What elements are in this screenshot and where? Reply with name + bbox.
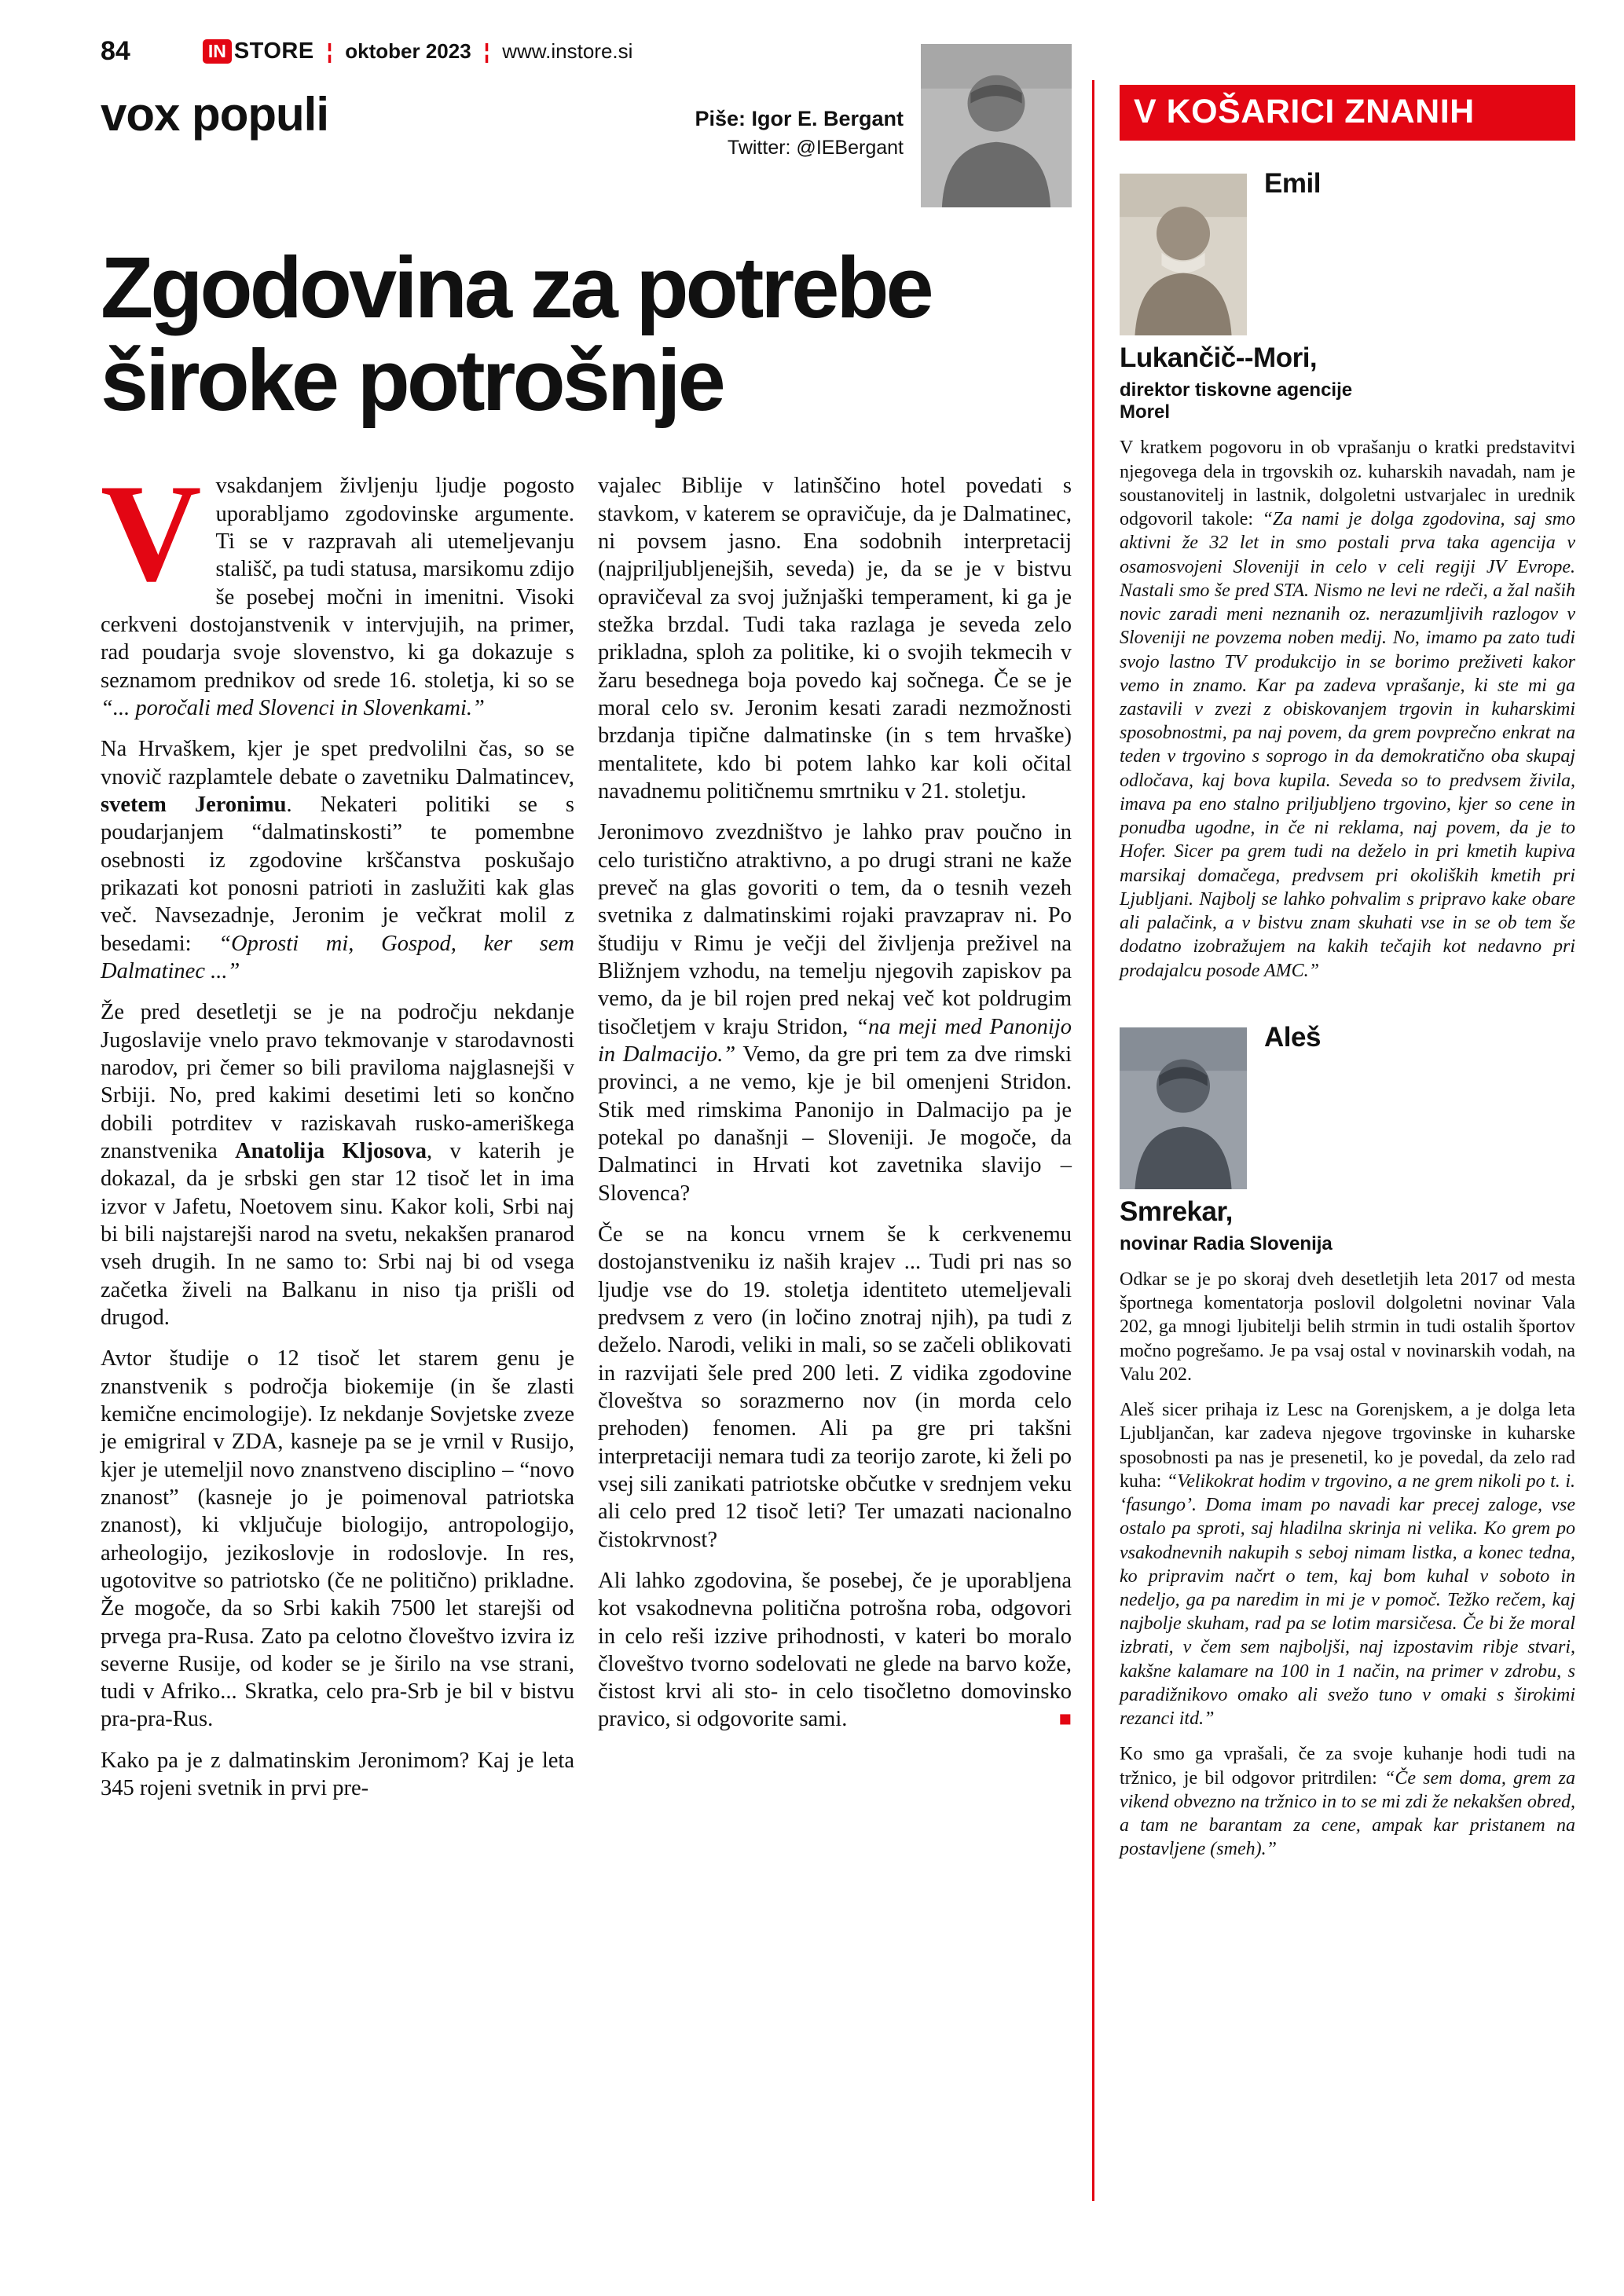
page-header — [101, 33, 1575, 69]
quote-text: “Za nami je dolga zgodovina, saj smo aktivni že 32 let in smo postali prva taka agencija v osamosvojeni Sloveniji in celo v celi regiji JV Evrope. Nastali smo še pred STA. Nismo ne levi ne rdeči, a žal naših novic zaradi meni neznanih oz. nerazumljivih razlogov v Sloveniji ne povzema noben medij. No, imamo pa zato tudi svojo lastno TV produkcijo in se borimo preživeti kakor vemo in znamo. Kar pa zadeva vprašanje, ki ste mi ga zastavili v zvezi z obiskovanjem trgovin in kuharskimi sposobnostmi, pa naj povem, da grem povprečno enkrat na teden v trgovino s soprogo in da demokratično oba skupaj odločava, kaj bova kupila. Seveda so to predvsem živila, imava pa eno stalno priljubljeno trgovino, kjer so cene in ponudba ugodne, in če ni reklama, naj povem, da je to Hofer. Sicer pa grem tudi na deželo in pri kmetih kupiva marsikaj domačega, predvsem pri okoliških kmetih pri Ljubljani. Najbolj se lahko pohvalim s pripravo kake obare ali palačink, a v bistvu znam skuhati vse in se ob tem še dodatno izobražujem na kakih tečajih kot nedavno pri prodajalcu posode AMC.” — [1120, 509, 1575, 981]
in-logo-badge: IN — [203, 39, 232, 64]
author-meta — [695, 107, 904, 159]
section-title: vox populi — [101, 88, 328, 141]
article-title-line2: široke potrošnje — [101, 331, 723, 429]
body-text: vajalec Biblije v latinščino hotel povedati s stavkom, v katerem se opravičuje, da je Dalmatinec, ni povsem jasno. Ena sodobnih interpretacij (najpriljubljenejših, seveda) je, da se je v bistvu opravičeval za svoj južnjaški temperament, ki ga je stežka brzdal. Tudi taka razlaga je seveda zelo prikladna, sploh za politike, ki o svojih tekmecih v žaru besednega boja povedo kaj sočnega. Če se je moral celo sv. Jeronim kesati zaradi nezmožnosti brzdanja tipične dalmatinske (in s tem hrvaške) mentalitete, kdo bi potem lahko kar koli očital navadnemu političnemu smrtniku v 21. stoletju. — [598, 474, 1072, 804]
author-twitter: Twitter: @IEBergant — [727, 137, 904, 159]
main-article — [101, 80, 1092, 2201]
quote-text: “Oprosti mi, Gospod, ker sem Dalmatinec ...” — [101, 931, 575, 983]
profile-text — [1120, 1268, 1575, 1862]
body-text: Vemo, da gre pri tem za dve rimski provinci, a ne vemo, kje je bil omenjeni Stridon. Stik med rimskima Panonijo in Dalmacijo pa je potekal po današnji – Sloveniji. Je mogoče, da Dalmatinci in Hrvati kot zavetnika slavijo – Slovenca? — [598, 1042, 1072, 1206]
body-text: , v katerih je dokazal, da je srbski gen star 12 tisoč let in ima izvor v Jafetu, Noetovem sinu. Kakor koli, Srbi naj bi bili najstarejši narod na svetu, nekakšen pranarod vseh drugih. In ne samo to: Srbi naj bi od vsega začetka živeli na Balkanu in niso tja prišli od drugod. — [101, 1138, 574, 1330]
profile-name: Aleš Smrekar, — [1120, 1021, 1321, 1227]
content-area — [101, 80, 1575, 2201]
body-text: vsakdanjem življenju ljudje pogosto uporabljamo zgodovinske argumente. Ti se v razpravah ali utemeljevanju stališč, pa tudi statusa, marsikomu zdijo še posebej močni in imenitni. Visoki cerkveni dostojanstvenik v intervjujih, na primer, rad poudarja svoje slovenstvo, ki ga dokazuje s seznamom prednikov od srede 16. stoletja, ki so se — [101, 474, 574, 693]
body-text: Že pred desetletji se je na področju nekdanje Jugoslavije vnelo pravo tekmovanje v starodavnosti narodov, pri čemer so bili praviloma najglasnejši v Srbiji. No, pred kakimi desetimi leti so končno dobili potrditev v raziskavah rusko-ameriškega znanstvenika — [101, 1000, 574, 1163]
quote-text: “Če sem doma, grem za vikend obvezno na tržnico in to se mi zdi že nekakšen obred, a tam ne barantam za cene, ampak kar pristanem na postavljene (smeh).” — [1120, 1767, 1575, 1860]
author-block — [695, 80, 1072, 207]
paragraph — [1120, 1398, 1575, 1730]
profile-role: direktor tiskovne agencije Morel — [1120, 379, 1353, 423]
paragraph — [598, 1567, 1072, 1734]
paragraph — [101, 1747, 574, 1803]
header-separator-icon: ¦ — [326, 38, 333, 63]
issue-date: oktober 2023 — [345, 38, 471, 63]
article-column-2 — [598, 472, 1072, 1815]
profile-role: novinar Radia Slovenija — [1120, 1232, 1333, 1254]
paragraph — [101, 735, 574, 985]
quote-text: “Velikokrat hodim v trgovino, a ne grem nikoli po t. i. ‘fasungo’. Doma imam po navadi kar precej zaloge, vse ostalo pa sproti, saj hladilna skrinja ni velika. Ko grem po vsakodnevnih nakupih s seboj nimam listka, a konec tedna, ko pripravim načrt o tem, kaj bom kuhal v soboto in nedeljo, ga pa naredim in mi je v pomoč. Težko rečem, kaj najbolje skuham, rad pa se lotim marsičesa. Če bi že moral izbrati, v čem sem najboljši, naj izpostavim ribje stvari, kakšne kalamare na 100 in 1 način, na primer v zdrobu, s paradižnikovo omako ali svežo tuno v omaki s širokimi rezanci itd.” — [1120, 1470, 1575, 1730]
profile-photo-placeholder — [1120, 1027, 1247, 1189]
profile-text — [1120, 436, 1575, 982]
website-url: www.instore.si — [502, 38, 633, 63]
profile-photo-placeholder — [1120, 174, 1247, 335]
author-byline: Piše: Igor E. Bergant — [695, 107, 904, 130]
body-text: Ko smo ga vprašali, če za svoje kuhanje hodi tudi na tržnico, je bil odgovor pritrdilen: — [1120, 1744, 1575, 1789]
article-column-1 — [101, 455, 575, 1815]
article-head — [101, 80, 1072, 207]
sidebar — [1092, 80, 1575, 2201]
profile-emil-lukancic-mori — [1120, 169, 1575, 994]
emphasis-text: Anatolija Kljosova — [235, 1138, 427, 1163]
instore-logo — [203, 38, 314, 64]
paragraph — [598, 472, 1072, 805]
sidebar-header: V KOŠARICI ZNANIH — [1120, 85, 1575, 141]
quote-text: “na meji med Panonijo in Dalmacijo.” — [598, 1014, 1072, 1067]
store-logo-text: STORE — [233, 38, 314, 64]
paragraph — [598, 1221, 1072, 1554]
paragraph — [101, 998, 574, 1331]
paragraph — [1120, 1742, 1575, 1861]
header-separator-icon: ¦ — [483, 38, 490, 63]
paragraph — [598, 818, 1072, 1207]
profile-photo — [1120, 174, 1247, 335]
body-text: Odkar se je po skoraj dveh desetletjih leta 2017 od mesta športnega komentatorja poslovil dolgoletni novinar Vala 202, ga mnogi ljubitelji belih strmin in tudi ostalih športov močno pogrešamo. Je pa vsaj ostal v novinarskih vodah, na Valu 202. — [1120, 1269, 1575, 1385]
body-text: Aleš sicer prihaja iz Lesc na Gorenjskem, a je dolga leta Ljubljančan, kar zadeva njegove trgovinske in kuharske sposobnosti pa nas je presenetil, ko je povedal, da zelo rad kuha: — [1120, 1400, 1575, 1492]
body-text: Jeronimovo zvezdništvo je lahko prav poučno in celo turistično atraktivno, a po drugi strani ne kaže preveč na glas govoriti o tem, da o tesnih vezeh svetnika z dalmatinskimi rojaki pravzaprav ni. Po študiju v Rimu je večji del življenja preživel na Bližnjem vzhodu, na temelju njegovih zapiskov pa vemo, da je bil rojen pred nekaj več kot poldrugim tisočletjem v kraju Stridon, — [598, 820, 1072, 1039]
page-number: 84 — [101, 35, 130, 66]
paragraph — [1120, 436, 1575, 982]
article-title-line1: Zgodovina za potrebe — [101, 240, 931, 336]
article-title — [101, 242, 1072, 427]
body-text: Na Hrvaškem, kjer je spet predvolilni čas, so se vnovič razplamtele debate o zavetniku Dalmatincev, — [101, 737, 574, 789]
body-text: Ali lahko zgodovina, še posebej, če je uporabljena kot vsakodnevna politična potrošna roba, odgovori in celo reši izzive prihodnosti, v kateri bo moralo človeštvo tvorno sodelovati ne glede na barvo kože, čistost krvi ali sto- in celo tisočletno domovinsko pravico, si odgovorite sami. — [598, 1568, 1072, 1732]
paragraph — [101, 455, 574, 722]
paragraph — [1120, 1268, 1575, 1386]
author-photo — [921, 44, 1072, 207]
author-photo-placeholder — [921, 44, 1072, 207]
quote-text: “... poročali med Slovenci in Slovenkami.” — [101, 696, 485, 720]
article-columns — [101, 455, 1072, 1815]
profile-name: Emil Lukančič--Mori, — [1120, 168, 1321, 373]
body-text: Če se na koncu vrnem še k cerkvenemu dostojanstveniku iz naših krajev ... Tudi pri nas so ljudje vse do 19. stoletja identiteto utemeljevali predvsem z vero (in ločino znotraj njih), pa tudi z deželo. Narodi, veliki in mali, so se začeli oblikovati in razvijati šele pred 200 leti. Z vidika zgodovine človeštva so sorazmerno nov (in morda celo prehoden) fenomen. Ali pa gre pri takšni interpretaciji nemara tudi za teorijo zarote, ki želi po vsej sili zanikati patriotske občutke v srednjem veku ali celo pred 12 tisoč leti? Ter umazati nacionalno čistokrvnost? — [598, 1221, 1072, 1552]
drop-cap: V — [101, 455, 202, 611]
paragraph — [101, 1345, 574, 1734]
body-text: V kratkem pogovoru in ob vprašanju o kratki predstavitvi njegovega dela in trgovskih oz. kuharskih navadah, nam je soustanovitelj in lastnik, dolgoletni ustvarjalec in urednik odgovoril takole: — [1120, 438, 1575, 530]
body-text: . Nekateri politiki se s poudarjanjem “dalmatinskosti” te pomembne osebnosti iz zgodovine krščanstva poskušajo prikazati kot ponosni patrioti in zaslužiti kak glas več. Navsezadnje, Jeronim je večkrat molil z besedami: — [101, 792, 574, 956]
profile-photo — [1120, 1027, 1247, 1189]
body-text: Kako pa je z dalmatinskim Jeronimom? Kaj je leta 345 rojeni svetnik in prvi pre- — [101, 1748, 574, 1801]
profile-ales-smrekar — [1120, 1023, 1575, 1873]
article-end-mark: ■ — [1058, 1707, 1072, 1731]
body-text: Avtor študije o 12 tisoč let starem genu je znanstvenik s področja biokemije (in še zlasti kemične encimologije). Iz nekdanje Sovjetske zveze je emigriral v ZDA, kasneje pa se je vrnil v Rusijo, kjer je utemeljil novo znanstveno disciplino – “novo znanost” (kasneje jo je poimenoval patriotska znanost), ki vključuje biologijo, antropologijo, arheologijo, jezikoslovje in rodoslovje. In res, ugotovitve so patriotsko (če ne politično) prikladne. Že mogoče, da so Srbi kakih 7500 let starejši od prvega pra-Rusa. Zato pa celotno človeštvo izvira iz severne Rusije, od koder se je širilo na vse strani, tudi v Afriko... Skratka, celo pra-Srb je bil v bistvu pra-pra-Rus. — [101, 1346, 574, 1732]
emphasis-text: svetem Jeronimu — [101, 792, 287, 817]
